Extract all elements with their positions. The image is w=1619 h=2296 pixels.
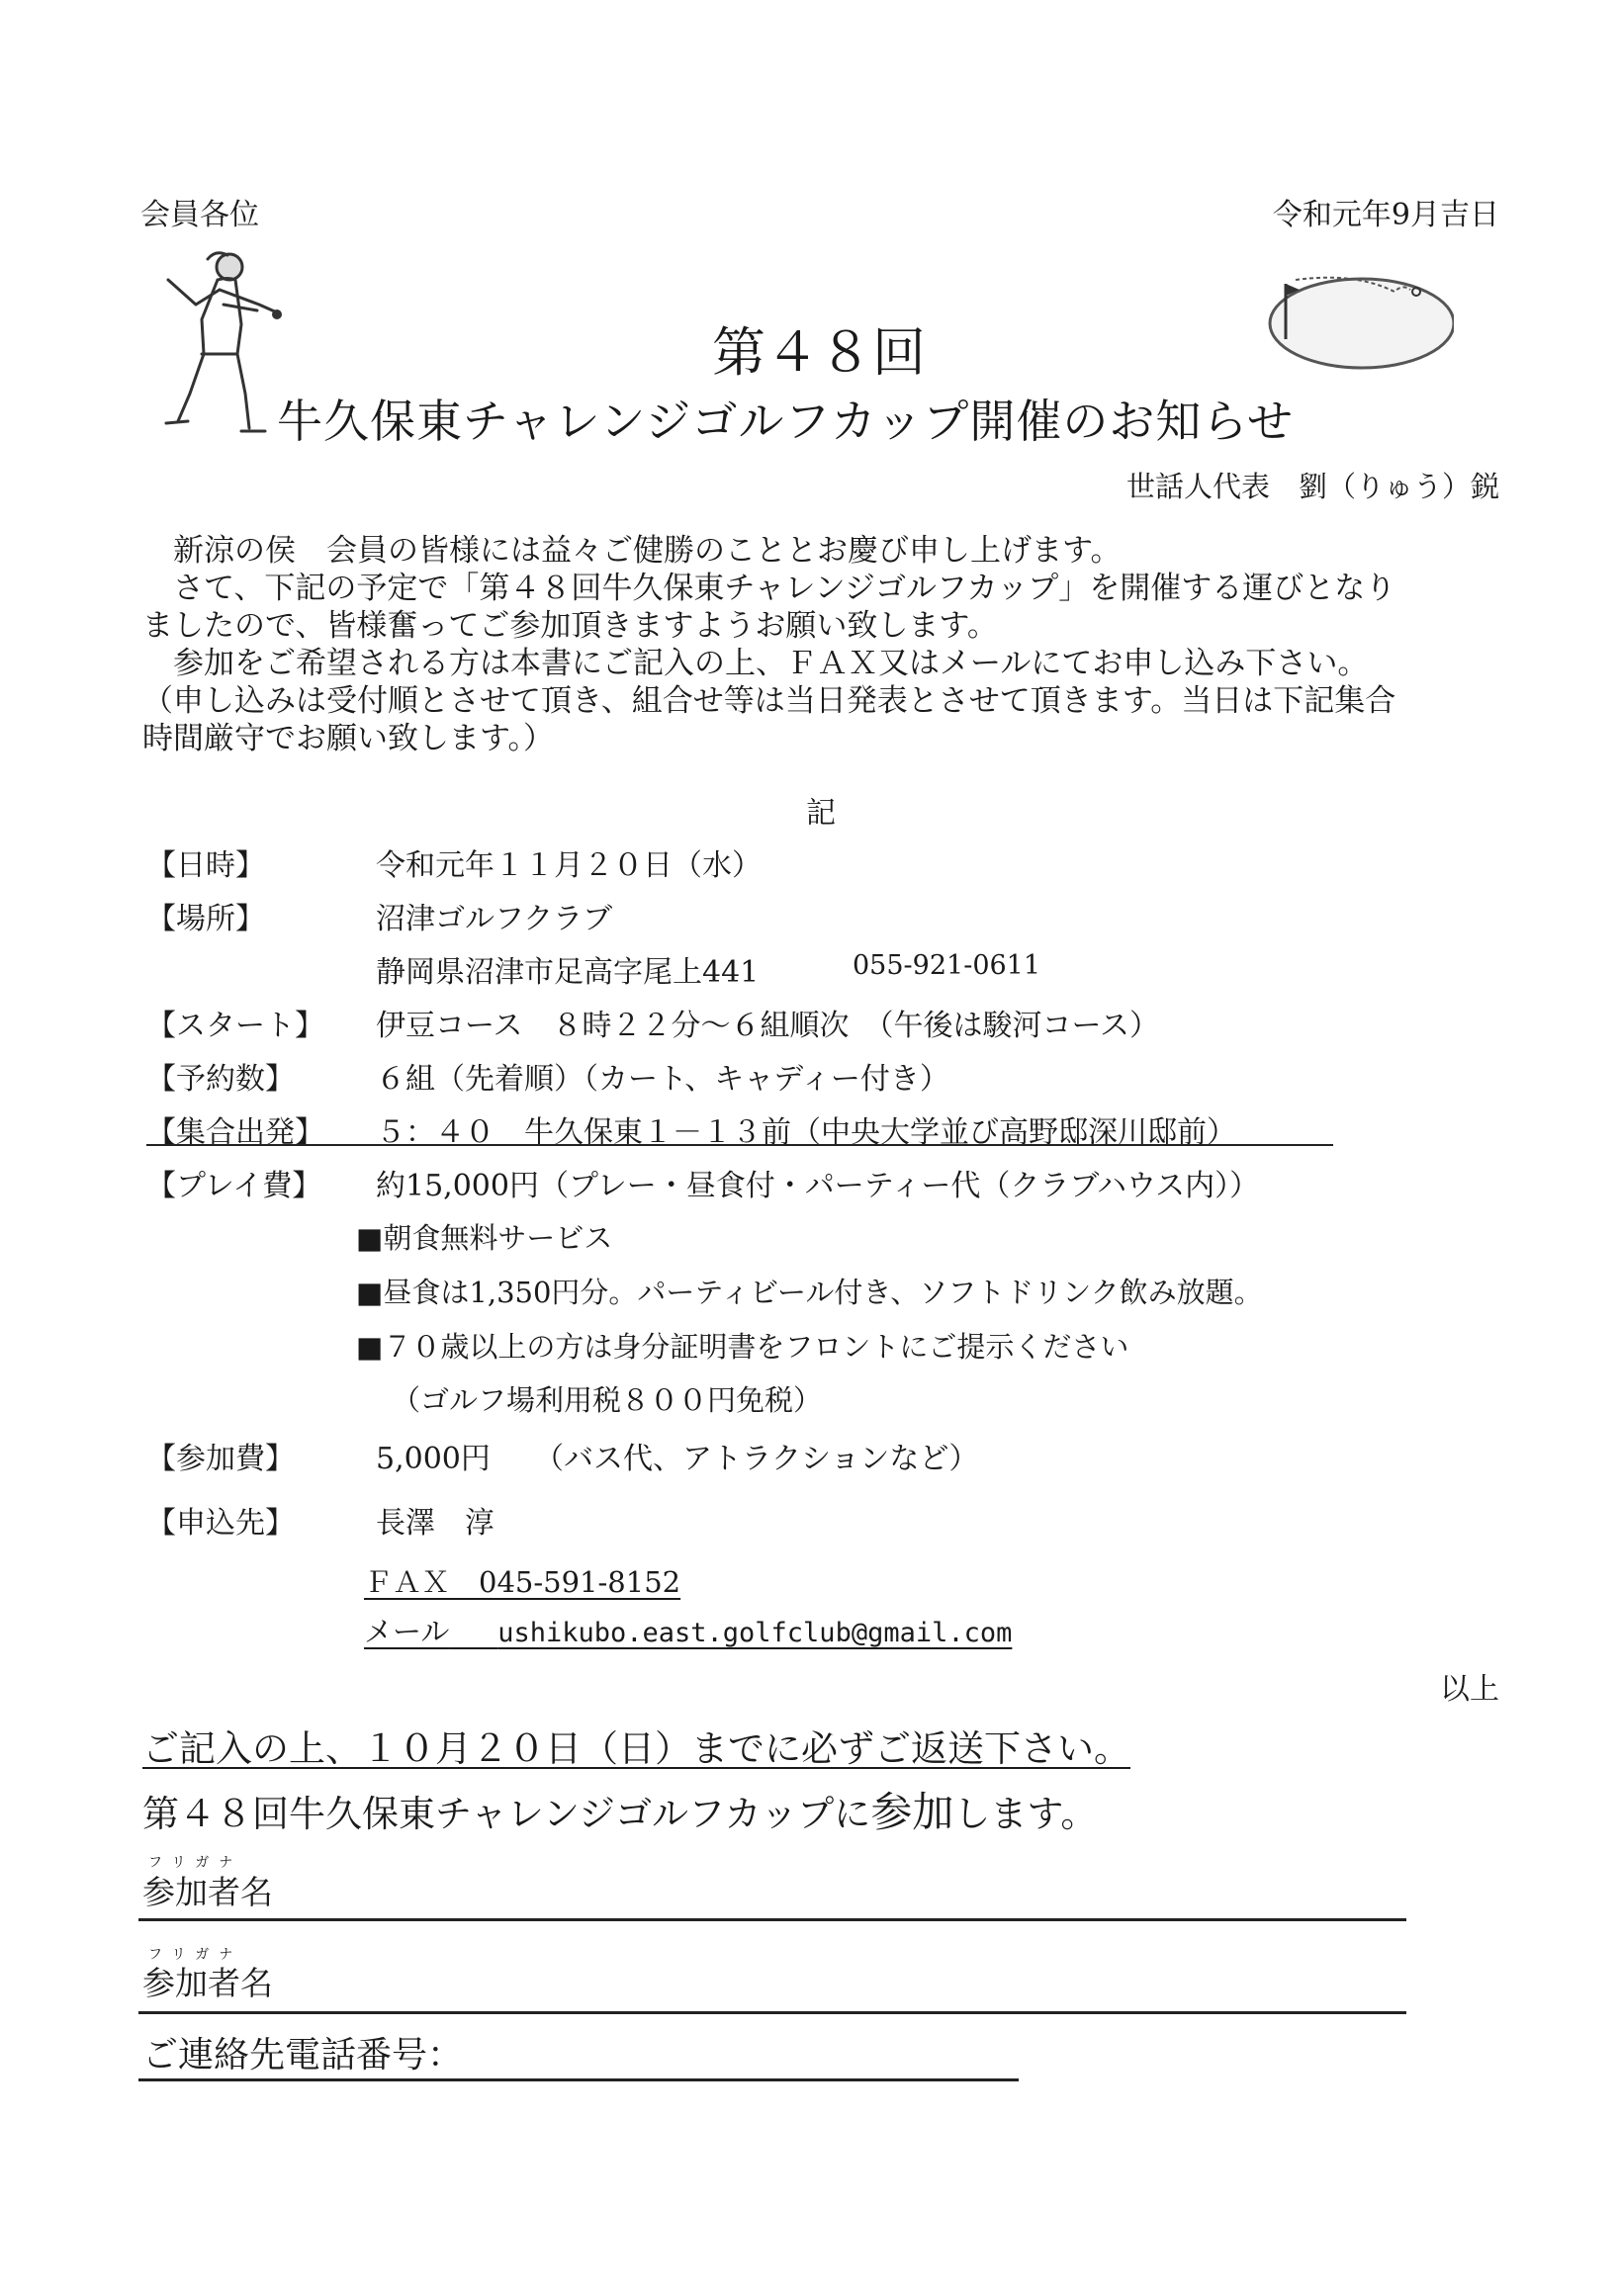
contact-email[interactable]: ushikubo.east.golfclub@gmail.com (497, 1618, 1013, 1648)
place-address: 静岡県沼津市足高字尾上441 (376, 955, 760, 990)
label-start: 【スタート】 (146, 1009, 324, 1043)
intro-line: ましたので、皆様奮ってご参加頂きますようお願い致します。 (142, 608, 998, 644)
intro-paragraph (142, 532, 1507, 757)
reply-deadline: ご記入の上、１０月２０日（日）までに必ずご返送下さい。 (142, 1727, 1130, 1770)
note-lunch: ■昼食は1,350円分。パーティビール付き、ソフトドリンク飲み放題。 (356, 1276, 1263, 1309)
contact-name: 長澤 淳 (376, 1506, 495, 1541)
intro-line: さて、下記の予定で「第４８回牛久保東チャレンジゴルフカップ」を開催する運びとなり (142, 571, 1396, 606)
value-datetime: 令和元年１１月２０日（水） (376, 848, 762, 883)
meeting-underline (146, 1144, 1333, 1146)
participate-statement (142, 1780, 1097, 1839)
label-place: 【場所】 (146, 902, 265, 936)
ijou: 以上 (1440, 1672, 1499, 1707)
label-play-fee: 【プレイ費】 (146, 1169, 322, 1203)
note-tax: （ゴルフ場利用税８００円免税） (392, 1383, 823, 1417)
title-edition: 第４８回 (712, 321, 926, 384)
participate-post: します。 (953, 1793, 1098, 1835)
furigana-label-1: フリガナ (148, 1855, 243, 1871)
value-start: 伊豆コース ８時２２分～６組順次 （午後は駿河コース） (376, 1009, 1159, 1043)
ki-heading: 記 (806, 796, 836, 831)
participant-name-label-1: 参加者名 (142, 1873, 273, 1911)
contact-mail-row (364, 1610, 1012, 1650)
addressee: 会員各位 (140, 198, 259, 232)
contact-fax: ＦＡＸ 045-591-8152 (364, 1565, 681, 1599)
label-entry-fee: 【参加費】 (146, 1442, 295, 1476)
value-reservation: ６組（先着順）（カート、キャディー付き） (376, 1062, 949, 1097)
issue-date: 令和元年9月吉日 (1272, 198, 1499, 232)
label-meeting: 【集合出発】 (146, 1115, 324, 1150)
label-apply-to: 【申込先】 (146, 1506, 295, 1541)
mail-spacer (449, 1618, 497, 1648)
label-datetime: 【日時】 (146, 848, 265, 883)
participant-name-label-2: 参加者名 (142, 1964, 273, 2002)
value-place: 沼津ゴルフクラブ (376, 902, 613, 936)
entry-fee-note: （バス代、アトラクションなど） (534, 1442, 979, 1476)
value-play-fee: 約15,000円（プレー・昼食付・パーティー代（クラブハウス内）） (376, 1169, 1260, 1203)
note-breakfast: ■朝食無料サービス (356, 1221, 613, 1255)
note-seventy: ■７０歳以上の方は身分証明書をフロントにご提示ください (356, 1330, 1129, 1364)
participate-pre: 第４８回牛久保東チャレンジゴルフカップに (142, 1793, 871, 1835)
golf-flag-illustration (1256, 262, 1454, 376)
intro-line: 参加をご希望される方は本書にご記入の上、ＦＡＸ又はメールにてお申し込み下さい。 (142, 646, 1369, 681)
furigana-label-2: フリガナ (148, 1947, 243, 1963)
participant-name-field-1[interactable] (138, 1918, 1406, 1921)
value-meeting: ５：４０ 牛久保東１－１３前（中央大学並び高野邸深川邸前） (376, 1115, 1236, 1150)
mail-label: メール (364, 1615, 450, 1648)
participant-name-field-2[interactable] (138, 2011, 1406, 2014)
value-entry-fee: 5,000円 (376, 1442, 491, 1476)
phone-field[interactable] (138, 2078, 1019, 2081)
place-phone: 055-921-0611 (853, 950, 1041, 981)
intro-line: 新涼の侯 会員の皆様には益々ご健勝のこととお慶び申し上げます。 (142, 533, 1122, 569)
intro-line: 時間厳守でお願い致します。） (142, 721, 555, 756)
participate-big: 参加 (870, 1788, 954, 1836)
label-reservation: 【予約数】 (146, 1062, 295, 1097)
organizer: 世話人代表 劉（りゅう）鋭 (1125, 470, 1499, 503)
golfer-illustration (138, 245, 297, 443)
intro-line: （申し込みは受付順とさせて頂き、組合せ等は当日発表とさせて頂きます。当日は下記集合 (142, 683, 1396, 719)
phone-label: ご連絡先電話番号： (142, 2035, 464, 2075)
title-main: 牛久保東チャレンジゴルフカップ開催のお知らせ (277, 395, 1295, 448)
